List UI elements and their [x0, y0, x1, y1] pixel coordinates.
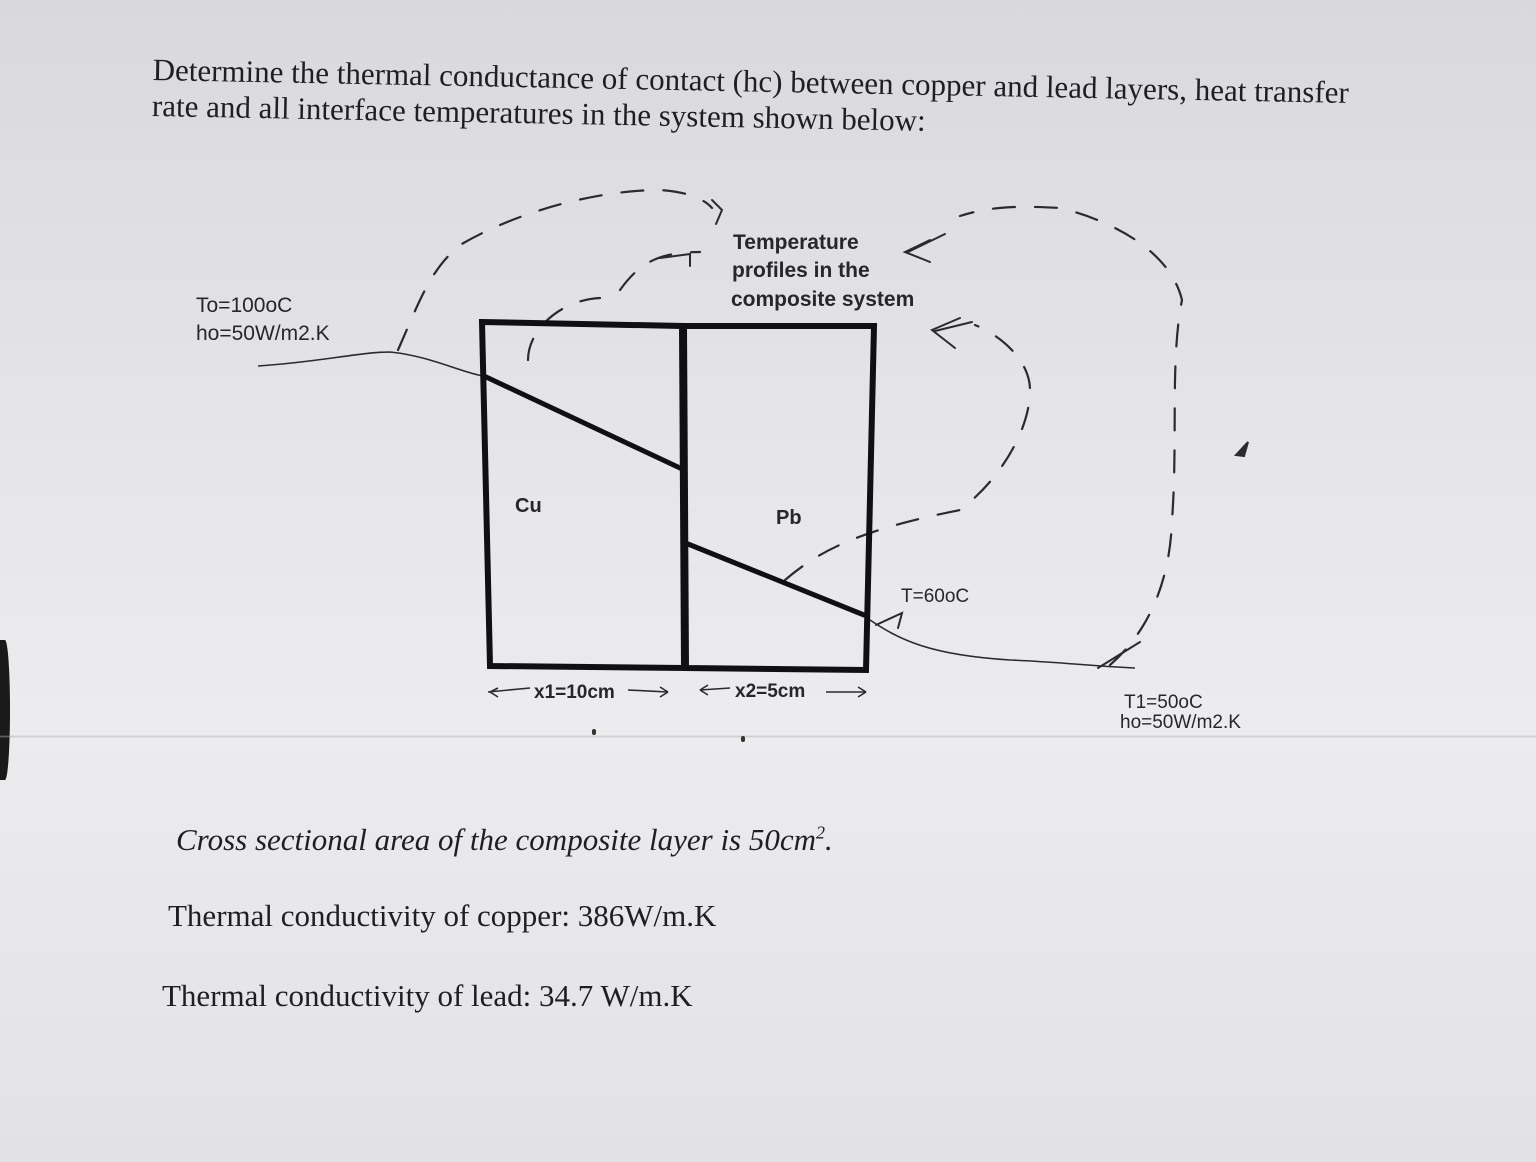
copper-conductivity: Thermal conductivity of copper: 386W/m.K: [168, 898, 717, 933]
lead-layer: [684, 326, 874, 670]
profile-label-line1: Temperature: [733, 231, 859, 254]
lead-label: Pb: [776, 507, 802, 529]
area-end: .: [825, 822, 833, 857]
left-fluid-temp: To=100oC: [196, 294, 293, 317]
area-superscript: 2: [816, 822, 826, 843]
fluid-curves: [258, 352, 1135, 668]
left-fluid-h: ho=50W/m2.K: [196, 322, 330, 345]
right-fluid-h: ho=50W/m2.K: [1120, 712, 1241, 733]
ink-dot: [741, 736, 745, 742]
copper-layer: [482, 322, 684, 668]
lead-conductivity: Thermal conductivity of lead: 34.7 W/m.K: [162, 978, 693, 1013]
x1-dimension: x1=10cm: [534, 682, 615, 703]
copper-label: Cu: [515, 495, 542, 517]
profile-label-line2: profiles in the: [732, 259, 870, 282]
interface-temp: T=60oC: [901, 586, 970, 607]
area-text: Cross sectional area of the composite layer is 50cm: [176, 822, 817, 857]
right-fluid-temp: T1=50oC: [1124, 692, 1203, 713]
ink-dot: [592, 729, 596, 735]
cross-section-area: [176, 822, 833, 858]
problem-statement: Determine the thermal conductance of contact (hc) between copper and lead layers, heat transfer rate and all interface temperatures in the system shown below:: [151, 52, 1350, 138]
profile-label-line3: composite system: [731, 288, 915, 311]
x2-dimension: x2=5cm: [735, 681, 806, 702]
